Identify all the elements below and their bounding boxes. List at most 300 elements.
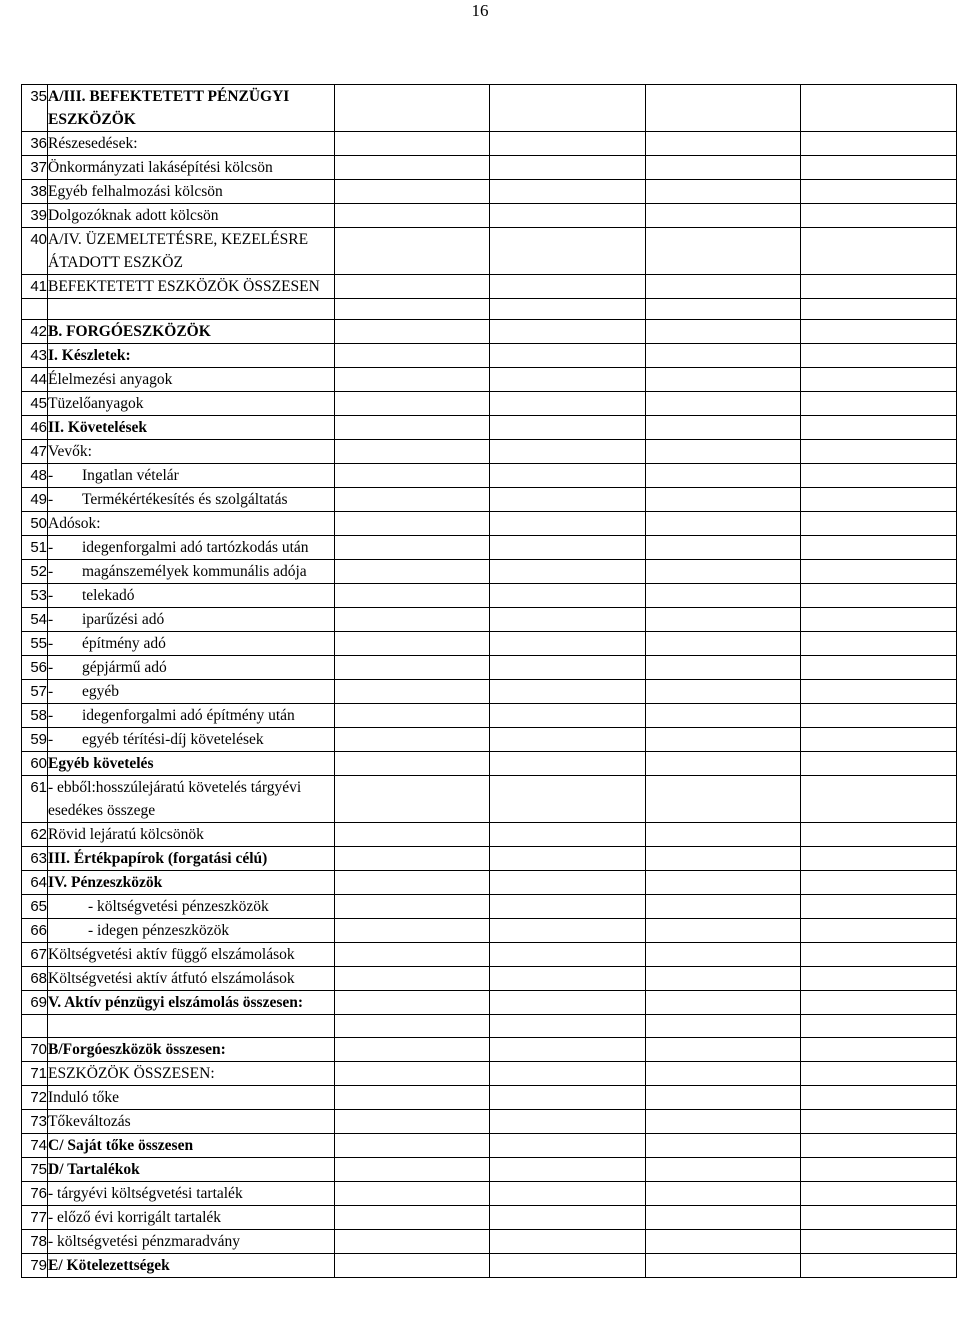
row-number: 47 — [22, 440, 48, 464]
row-label-text: Termékértékesítés és szolgáltatás — [82, 491, 288, 508]
value-cell — [490, 1230, 646, 1254]
row-label-text: idegenforgalmi adó tartózkodás után — [82, 539, 309, 556]
value-cell — [490, 728, 646, 752]
row-label-text: Dolgozóknak adott kölcsön — [48, 207, 219, 224]
row-label — [48, 847, 335, 871]
value-cell — [801, 1158, 957, 1182]
row-label-text: egyéb — [82, 683, 120, 700]
row-label — [48, 560, 335, 584]
value-cell — [646, 608, 801, 632]
value-cell — [646, 584, 801, 608]
table-row — [22, 656, 957, 680]
value-cell — [646, 1134, 801, 1158]
row-label-text: Egyéb felhalmozási kölcsön — [48, 183, 223, 200]
table-row — [22, 895, 957, 919]
table-row — [22, 464, 957, 488]
value-cell — [335, 464, 490, 488]
table-row — [22, 823, 957, 847]
row-label — [48, 488, 335, 512]
value-cell — [335, 536, 490, 560]
value-cell — [801, 823, 957, 847]
row-number: 64 — [22, 871, 48, 895]
row-label-text: Tőkeváltozás — [48, 1113, 131, 1130]
row-label — [48, 1062, 335, 1086]
value-cell — [490, 560, 646, 584]
spacer-cell — [801, 1015, 957, 1038]
value-cell — [490, 132, 646, 156]
row-label-text: magánszemélyek kommunális adója — [82, 563, 307, 580]
table-row — [22, 368, 957, 392]
value-cell — [490, 85, 646, 132]
value-cell — [801, 320, 957, 344]
value-cell — [490, 1158, 646, 1182]
row-label — [48, 991, 335, 1015]
value-cell — [801, 1038, 957, 1062]
value-cell — [490, 180, 646, 204]
value-cell — [490, 1134, 646, 1158]
value-cell — [646, 632, 801, 656]
value-cell — [490, 344, 646, 368]
value-cell — [335, 1230, 490, 1254]
row-number: 59 — [22, 728, 48, 752]
value-cell — [335, 895, 490, 919]
row-label — [48, 1182, 335, 1206]
value-cell — [801, 344, 957, 368]
row-label-text: B. FORGÓESZKÖZÖK — [48, 323, 211, 340]
value-cell — [490, 204, 646, 228]
value-cell — [335, 967, 490, 991]
table-row — [22, 392, 957, 416]
value-cell — [490, 416, 646, 440]
row-number: 71 — [22, 1062, 48, 1086]
spacer-cell — [646, 1015, 801, 1038]
row-number: 65 — [22, 895, 48, 919]
row-label — [48, 776, 335, 823]
value-cell — [801, 132, 957, 156]
row-label-text: Egyéb követelés — [48, 755, 154, 772]
table-row — [22, 728, 957, 752]
value-cell — [335, 512, 490, 536]
value-cell — [490, 847, 646, 871]
row-label — [48, 464, 335, 488]
table-row — [22, 156, 957, 180]
table-row — [22, 967, 957, 991]
row-number: 36 — [22, 132, 48, 156]
row-label-text: A/III. BEFEKTETETT PÉNZÜGYI ESZKÖZÖK — [48, 88, 290, 128]
row-dash: - — [48, 707, 54, 724]
value-cell — [490, 1038, 646, 1062]
value-cell — [490, 895, 646, 919]
value-cell — [335, 85, 490, 132]
value-cell — [801, 608, 957, 632]
row-label — [48, 823, 335, 847]
value-cell — [646, 368, 801, 392]
value-cell — [801, 704, 957, 728]
row-label — [48, 204, 335, 228]
row-number: 44 — [22, 368, 48, 392]
row-number: 38 — [22, 180, 48, 204]
row-number: 69 — [22, 991, 48, 1015]
row-label — [48, 275, 335, 299]
row-label — [48, 1134, 335, 1158]
spacer-row — [22, 1015, 957, 1038]
value-cell — [335, 275, 490, 299]
value-cell — [335, 823, 490, 847]
value-cell — [801, 464, 957, 488]
row-number: 42 — [22, 320, 48, 344]
row-label — [48, 608, 335, 632]
value-cell — [335, 392, 490, 416]
value-cell — [490, 1062, 646, 1086]
row-dash: - — [48, 491, 54, 508]
table-row — [22, 1086, 957, 1110]
row-label — [48, 1110, 335, 1134]
table-row — [22, 344, 957, 368]
value-cell — [646, 132, 801, 156]
value-cell — [801, 204, 957, 228]
value-cell — [801, 584, 957, 608]
value-cell — [335, 1062, 490, 1086]
value-cell — [490, 967, 646, 991]
row-label-text: Költségvetési aktív függő elszámolások — [48, 946, 295, 963]
table-row — [22, 1158, 957, 1182]
table-row — [22, 560, 957, 584]
value-cell — [335, 847, 490, 871]
value-cell — [801, 680, 957, 704]
value-cell — [490, 228, 646, 275]
value-cell — [335, 368, 490, 392]
value-cell — [646, 275, 801, 299]
row-label — [48, 1086, 335, 1110]
row-label — [48, 132, 335, 156]
row-number: 49 — [22, 488, 48, 512]
value-cell — [801, 752, 957, 776]
row-label — [48, 704, 335, 728]
row-label — [48, 512, 335, 536]
table-row — [22, 275, 957, 299]
table-row — [22, 132, 957, 156]
value-cell — [335, 1158, 490, 1182]
row-dash: - — [48, 587, 54, 604]
table-row — [22, 488, 957, 512]
row-number: 45 — [22, 392, 48, 416]
row-label-text: telekadó — [82, 587, 135, 604]
value-cell — [490, 1110, 646, 1134]
row-label-text: gépjármű adó — [82, 659, 167, 676]
value-cell — [490, 1206, 646, 1230]
value-cell — [335, 943, 490, 967]
row-label-text: Tüzelőanyagok — [48, 395, 144, 412]
row-number: 54 — [22, 608, 48, 632]
value-cell — [335, 132, 490, 156]
value-cell — [335, 1254, 490, 1278]
table-row — [22, 180, 957, 204]
value-cell — [801, 656, 957, 680]
row-label — [48, 656, 335, 680]
value-cell — [646, 320, 801, 344]
row-number: 51 — [22, 536, 48, 560]
row-label — [48, 632, 335, 656]
value-cell — [335, 919, 490, 943]
row-label — [48, 752, 335, 776]
value-cell — [646, 536, 801, 560]
table-row — [22, 1134, 957, 1158]
value-cell — [335, 1134, 490, 1158]
value-cell — [490, 275, 646, 299]
value-cell — [335, 204, 490, 228]
row-label-text: Adósok: — [48, 515, 101, 532]
row-label — [48, 368, 335, 392]
row-label-text: Önkormányzati lakásépítési kölcsön — [48, 159, 273, 176]
value-cell — [646, 967, 801, 991]
value-cell — [646, 392, 801, 416]
table-row — [22, 608, 957, 632]
row-number: 67 — [22, 943, 48, 967]
row-number: 46 — [22, 416, 48, 440]
row-number: 60 — [22, 752, 48, 776]
value-cell — [801, 488, 957, 512]
row-number: 61 — [22, 776, 48, 823]
row-label — [48, 680, 335, 704]
value-cell — [646, 512, 801, 536]
row-number: 53 — [22, 584, 48, 608]
value-cell — [335, 1038, 490, 1062]
value-cell — [801, 1254, 957, 1278]
value-cell — [646, 560, 801, 584]
value-cell — [490, 1182, 646, 1206]
value-cell — [335, 608, 490, 632]
value-cell — [801, 632, 957, 656]
row-dash: - — [48, 563, 54, 580]
row-number: 52 — [22, 560, 48, 584]
spacer-cell — [48, 1015, 335, 1038]
table-row — [22, 536, 957, 560]
row-number: 70 — [22, 1038, 48, 1062]
value-cell — [490, 584, 646, 608]
value-cell — [646, 1182, 801, 1206]
value-cell — [801, 847, 957, 871]
spacer-cell — [22, 299, 48, 320]
row-label-text: - költségvetési pénzmaradvány — [48, 1233, 240, 1250]
row-label-text: iparűzési adó — [82, 611, 165, 628]
row-number: 68 — [22, 967, 48, 991]
table-row — [22, 704, 957, 728]
row-label-text: C/ Saját tőke összesen — [48, 1137, 194, 1154]
row-label — [48, 584, 335, 608]
value-cell — [801, 512, 957, 536]
value-cell — [646, 180, 801, 204]
table-row — [22, 228, 957, 275]
balance-sheet-body — [22, 85, 957, 1278]
row-label — [48, 344, 335, 368]
value-cell — [646, 1254, 801, 1278]
row-number: 58 — [22, 704, 48, 728]
row-label — [48, 416, 335, 440]
row-number: 43 — [22, 344, 48, 368]
value-cell — [335, 632, 490, 656]
row-dash: - — [48, 611, 54, 628]
value-cell — [801, 156, 957, 180]
table-row — [22, 85, 957, 132]
table-row — [22, 440, 957, 464]
value-cell — [335, 320, 490, 344]
value-cell — [801, 180, 957, 204]
row-label-text: B/Forgóeszközök összesen: — [48, 1041, 226, 1058]
value-cell — [646, 1038, 801, 1062]
row-label — [48, 320, 335, 344]
row-label — [48, 1038, 335, 1062]
row-label-text: I. Készletek: — [48, 347, 131, 364]
value-cell — [335, 156, 490, 180]
value-cell — [490, 943, 646, 967]
value-cell — [646, 823, 801, 847]
value-cell — [646, 656, 801, 680]
row-label — [48, 440, 335, 464]
balance-sheet-table — [21, 84, 957, 1278]
value-cell — [490, 656, 646, 680]
value-cell — [490, 776, 646, 823]
table-row — [22, 680, 957, 704]
row-number: 39 — [22, 204, 48, 228]
value-cell — [801, 560, 957, 584]
row-label — [48, 871, 335, 895]
row-number: 40 — [22, 228, 48, 275]
table-row — [22, 584, 957, 608]
value-cell — [490, 368, 646, 392]
row-dash: - — [48, 659, 54, 676]
value-cell — [801, 728, 957, 752]
value-cell — [801, 871, 957, 895]
row-number: 57 — [22, 680, 48, 704]
spacer-cell — [801, 299, 957, 320]
value-cell — [335, 704, 490, 728]
value-cell — [490, 320, 646, 344]
table-row — [22, 847, 957, 871]
table-row — [22, 204, 957, 228]
value-cell — [646, 344, 801, 368]
row-label — [48, 919, 335, 943]
value-cell — [490, 871, 646, 895]
row-number: 73 — [22, 1110, 48, 1134]
table-row — [22, 752, 957, 776]
row-number: 35 — [22, 85, 48, 132]
value-cell — [490, 1086, 646, 1110]
value-cell — [335, 991, 490, 1015]
value-cell — [490, 464, 646, 488]
value-cell — [335, 1110, 490, 1134]
spacer-cell — [646, 299, 801, 320]
row-number: 37 — [22, 156, 48, 180]
row-number: 50 — [22, 512, 48, 536]
table-row — [22, 416, 957, 440]
table-row — [22, 1110, 957, 1134]
row-label-text: - tárgyévi költségvetési tartalék — [48, 1185, 243, 1202]
value-cell — [490, 1254, 646, 1278]
row-label-text: idegenforgalmi adó építmény után — [82, 707, 295, 724]
value-cell — [490, 919, 646, 943]
value-cell — [335, 752, 490, 776]
table-row — [22, 871, 957, 895]
value-cell — [335, 1086, 490, 1110]
row-label — [48, 1158, 335, 1182]
value-cell — [801, 1110, 957, 1134]
value-cell — [646, 871, 801, 895]
row-number: 77 — [22, 1206, 48, 1230]
value-cell — [801, 1086, 957, 1110]
row-label — [48, 1254, 335, 1278]
row-label-text: A/IV. ÜZEMELTETÉSRE, KEZELÉSRE ÁTADOTT ESZKÖZ — [48, 231, 309, 271]
value-cell — [801, 895, 957, 919]
row-label — [48, 392, 335, 416]
table-row — [22, 776, 957, 823]
value-cell — [801, 368, 957, 392]
table-row — [22, 943, 957, 967]
row-label-text: Vevők: — [48, 443, 92, 460]
value-cell — [490, 608, 646, 632]
row-dash: - — [48, 731, 54, 748]
value-cell — [801, 919, 957, 943]
value-cell — [646, 1110, 801, 1134]
value-cell — [335, 680, 490, 704]
value-cell — [646, 204, 801, 228]
row-label-text: Költségvetési aktív átfutó elszámolások — [48, 970, 295, 987]
table-row — [22, 1182, 957, 1206]
row-label-text: - ebből:hosszúlejáratú követelés tárgyévi esedékes összege — [48, 779, 302, 819]
value-cell — [490, 440, 646, 464]
row-number: 55 — [22, 632, 48, 656]
value-cell — [801, 392, 957, 416]
row-label-text: egyéb térítési-díj követelések — [82, 731, 264, 748]
value-cell — [335, 560, 490, 584]
value-cell — [646, 1158, 801, 1182]
table-row — [22, 1230, 957, 1254]
value-cell — [646, 991, 801, 1015]
value-cell — [801, 1182, 957, 1206]
value-cell — [646, 416, 801, 440]
row-label — [48, 1230, 335, 1254]
value-cell — [335, 776, 490, 823]
value-cell — [335, 656, 490, 680]
value-cell — [646, 1086, 801, 1110]
row-label-text: Ingatlan vételár — [82, 467, 179, 484]
value-cell — [490, 512, 646, 536]
value-cell — [490, 156, 646, 180]
value-cell — [646, 85, 801, 132]
row-number: 72 — [22, 1086, 48, 1110]
value-cell — [801, 275, 957, 299]
value-cell — [646, 704, 801, 728]
row-label — [48, 536, 335, 560]
row-number: 66 — [22, 919, 48, 943]
row-label-text: Induló tőke — [48, 1089, 120, 1106]
row-number: 79 — [22, 1254, 48, 1278]
value-cell — [490, 536, 646, 560]
spacer-cell — [48, 299, 335, 320]
table-row — [22, 632, 957, 656]
spacer-cell — [335, 1015, 490, 1038]
row-label-text: D/ Tartalékok — [48, 1161, 140, 1178]
row-number: 75 — [22, 1158, 48, 1182]
spacer-cell — [335, 299, 490, 320]
value-cell — [646, 464, 801, 488]
value-cell — [646, 440, 801, 464]
value-cell — [335, 871, 490, 895]
row-number: 48 — [22, 464, 48, 488]
value-cell — [335, 228, 490, 275]
row-label — [48, 85, 335, 132]
row-label — [48, 943, 335, 967]
value-cell — [801, 776, 957, 823]
